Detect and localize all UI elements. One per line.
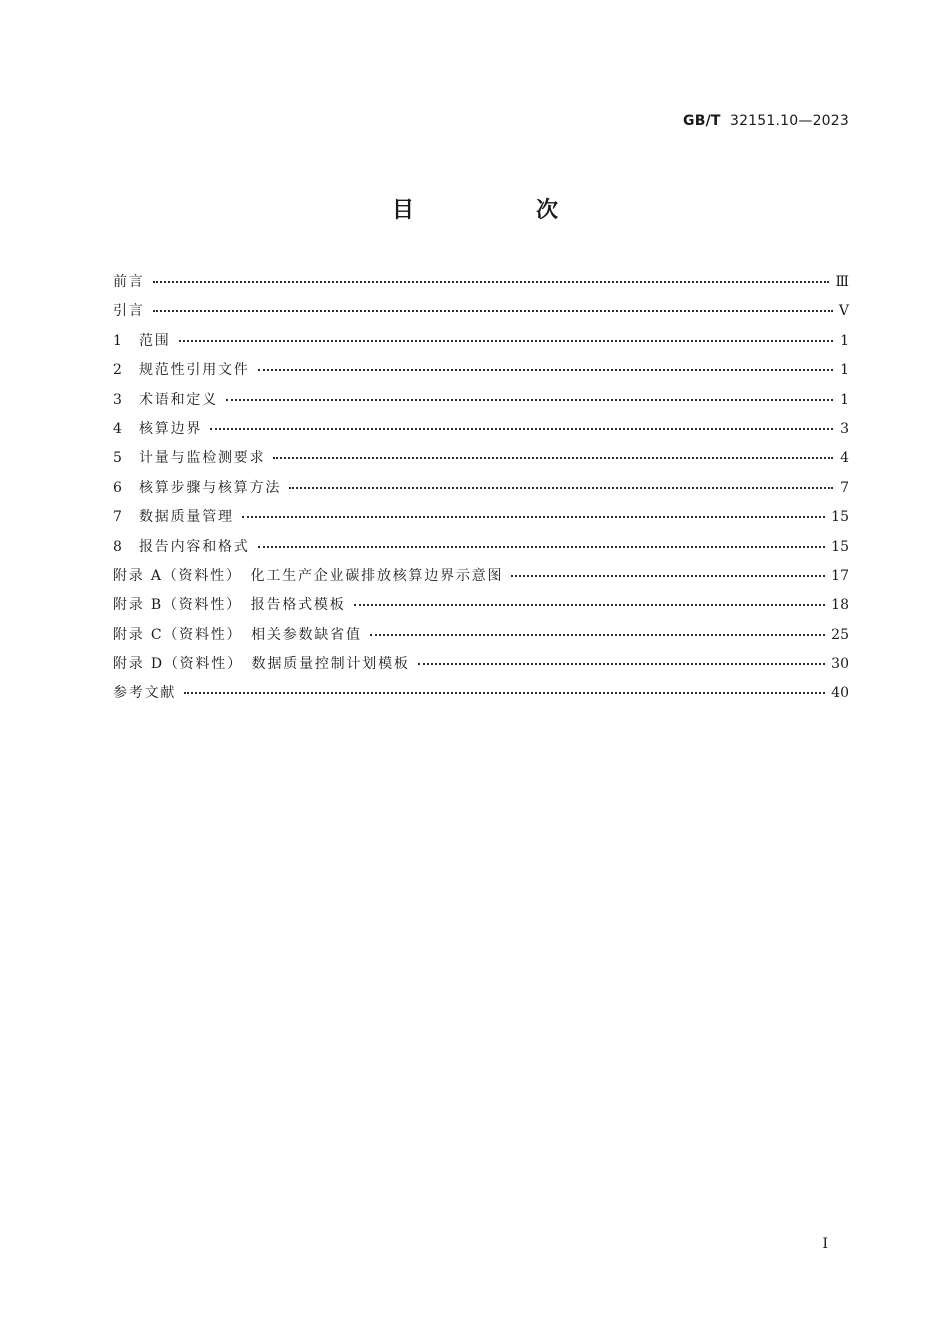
- toc-entry-page: 1: [840, 391, 849, 408]
- toc-entry-number: 6: [113, 479, 122, 496]
- toc-entry-title: 数据质量管理: [139, 509, 234, 526]
- toc-entry-title: 术语和定义: [139, 391, 218, 408]
- toc-entry-number: 2: [113, 362, 122, 379]
- toc-entry-page: 30: [831, 656, 849, 673]
- toc-entry-label: [113, 271, 145, 291]
- toc-entry[interactable]: [113, 652, 849, 681]
- toc-entry-title: 参考文献: [113, 685, 177, 702]
- toc-entry-title: 核算边界: [139, 420, 203, 437]
- toc-entry-page: 1: [840, 362, 849, 379]
- toc-dot-leader: [258, 535, 826, 551]
- toc-entry-title: 报告内容和格式: [139, 538, 250, 555]
- toc-entry[interactable]: [113, 593, 849, 622]
- toc-entry-page: 25: [831, 626, 849, 643]
- toc-entry-label: [113, 506, 234, 526]
- toc-entry-label: [113, 330, 171, 350]
- page-title: 目 次: [391, 198, 608, 223]
- standard-prefix: GB/T: [683, 113, 721, 129]
- standard-number: 32151.10—2023: [729, 113, 849, 129]
- toc-entry[interactable]: [113, 446, 849, 475]
- toc-dot-leader: [184, 681, 825, 697]
- toc-entry[interactable]: [113, 681, 849, 710]
- toc-dot-leader: [242, 505, 825, 521]
- toc-entry[interactable]: [113, 388, 849, 417]
- toc-entry-page: 7: [840, 479, 849, 496]
- table-of-contents: [113, 270, 849, 711]
- toc-entry-title: 附录 A（资料性） 化工生产企业碳排放核算边界示意图: [113, 567, 504, 584]
- toc-dot-leader: [226, 388, 833, 404]
- toc-dot-leader: [511, 564, 825, 580]
- toc-entry-label: [113, 418, 202, 438]
- toc-entry-page: 1: [840, 332, 849, 349]
- toc-entry-page: 3: [840, 420, 849, 437]
- toc-entry-page: 17: [831, 567, 849, 584]
- toc-entry-label: [113, 477, 281, 497]
- toc-dot-leader: [354, 593, 826, 609]
- toc-entry-page: 18: [831, 597, 849, 614]
- toc-entry-number: 5: [113, 450, 122, 467]
- toc-entry[interactable]: [113, 299, 849, 328]
- toc-entry-page: 15: [831, 509, 849, 526]
- toc-entry-number: 7: [113, 509, 122, 526]
- toc-dot-leader: [418, 652, 825, 668]
- toc-entry-title: 附录 B（资料性） 报告格式模板: [113, 597, 346, 614]
- toc-entry[interactable]: [113, 270, 849, 299]
- toc-dot-leader: [370, 623, 825, 639]
- toc-entry-page: 15: [831, 538, 849, 555]
- toc-entry-title: 附录 D（资料性） 数据质量控制计划模板: [113, 656, 410, 673]
- toc-entry-label: [113, 653, 410, 673]
- toc-entry-title: 范围: [139, 332, 171, 349]
- toc-entry-title: 核算步骤与核算方法: [139, 479, 282, 496]
- toc-entry-title: 引言: [113, 303, 145, 320]
- toc-entry-title: 附录 C（资料性） 相关参数缺省值: [113, 626, 362, 643]
- toc-entry-number: 1: [113, 332, 122, 349]
- toc-dot-leader: [153, 299, 833, 315]
- toc-entry[interactable]: [113, 329, 849, 358]
- toc-entry-number: 3: [113, 391, 122, 408]
- toc-entry-label: [113, 682, 176, 702]
- toc-entry-label: [113, 389, 218, 409]
- toc-entry-page: Ⅴ: [838, 303, 849, 320]
- toc-entry-label: [113, 536, 250, 556]
- page-number: Ⅰ: [822, 1236, 828, 1252]
- toc-entry[interactable]: [113, 564, 849, 593]
- toc-entry[interactable]: [113, 358, 849, 387]
- toc-dot-leader: [210, 417, 833, 433]
- toc-entry-title: 规范性引用文件: [139, 362, 250, 379]
- toc-entry-title: 计量与监检测要求: [139, 450, 266, 467]
- toc-entry-number: 8: [113, 538, 122, 555]
- toc-entry-page: Ⅲ: [835, 274, 849, 290]
- standard-code: [683, 113, 849, 129]
- toc-entry-label: [113, 300, 145, 320]
- toc-entry-page: 40: [831, 685, 849, 702]
- toc-entry-label: [113, 594, 346, 614]
- toc-entry[interactable]: [113, 417, 849, 446]
- toc-dot-leader: [179, 329, 833, 345]
- toc-dot-leader: [289, 476, 833, 492]
- toc-dot-leader: [258, 358, 833, 374]
- toc-entry-label: [113, 359, 250, 379]
- toc-entry[interactable]: [113, 505, 849, 534]
- toc-entry[interactable]: [113, 623, 849, 652]
- toc-entry[interactable]: [113, 535, 849, 564]
- toc-entry-label: [113, 565, 503, 585]
- toc-dot-leader: [273, 446, 833, 462]
- toc-entry-title: 前言: [113, 274, 145, 290]
- toc-entry[interactable]: [113, 476, 849, 505]
- toc-dot-leader: [153, 270, 830, 286]
- toc-entry-page: 4: [840, 450, 849, 467]
- toc-entry-label: [113, 447, 265, 467]
- toc-entry-number: 4: [113, 420, 122, 437]
- toc-entry-label: [113, 624, 362, 644]
